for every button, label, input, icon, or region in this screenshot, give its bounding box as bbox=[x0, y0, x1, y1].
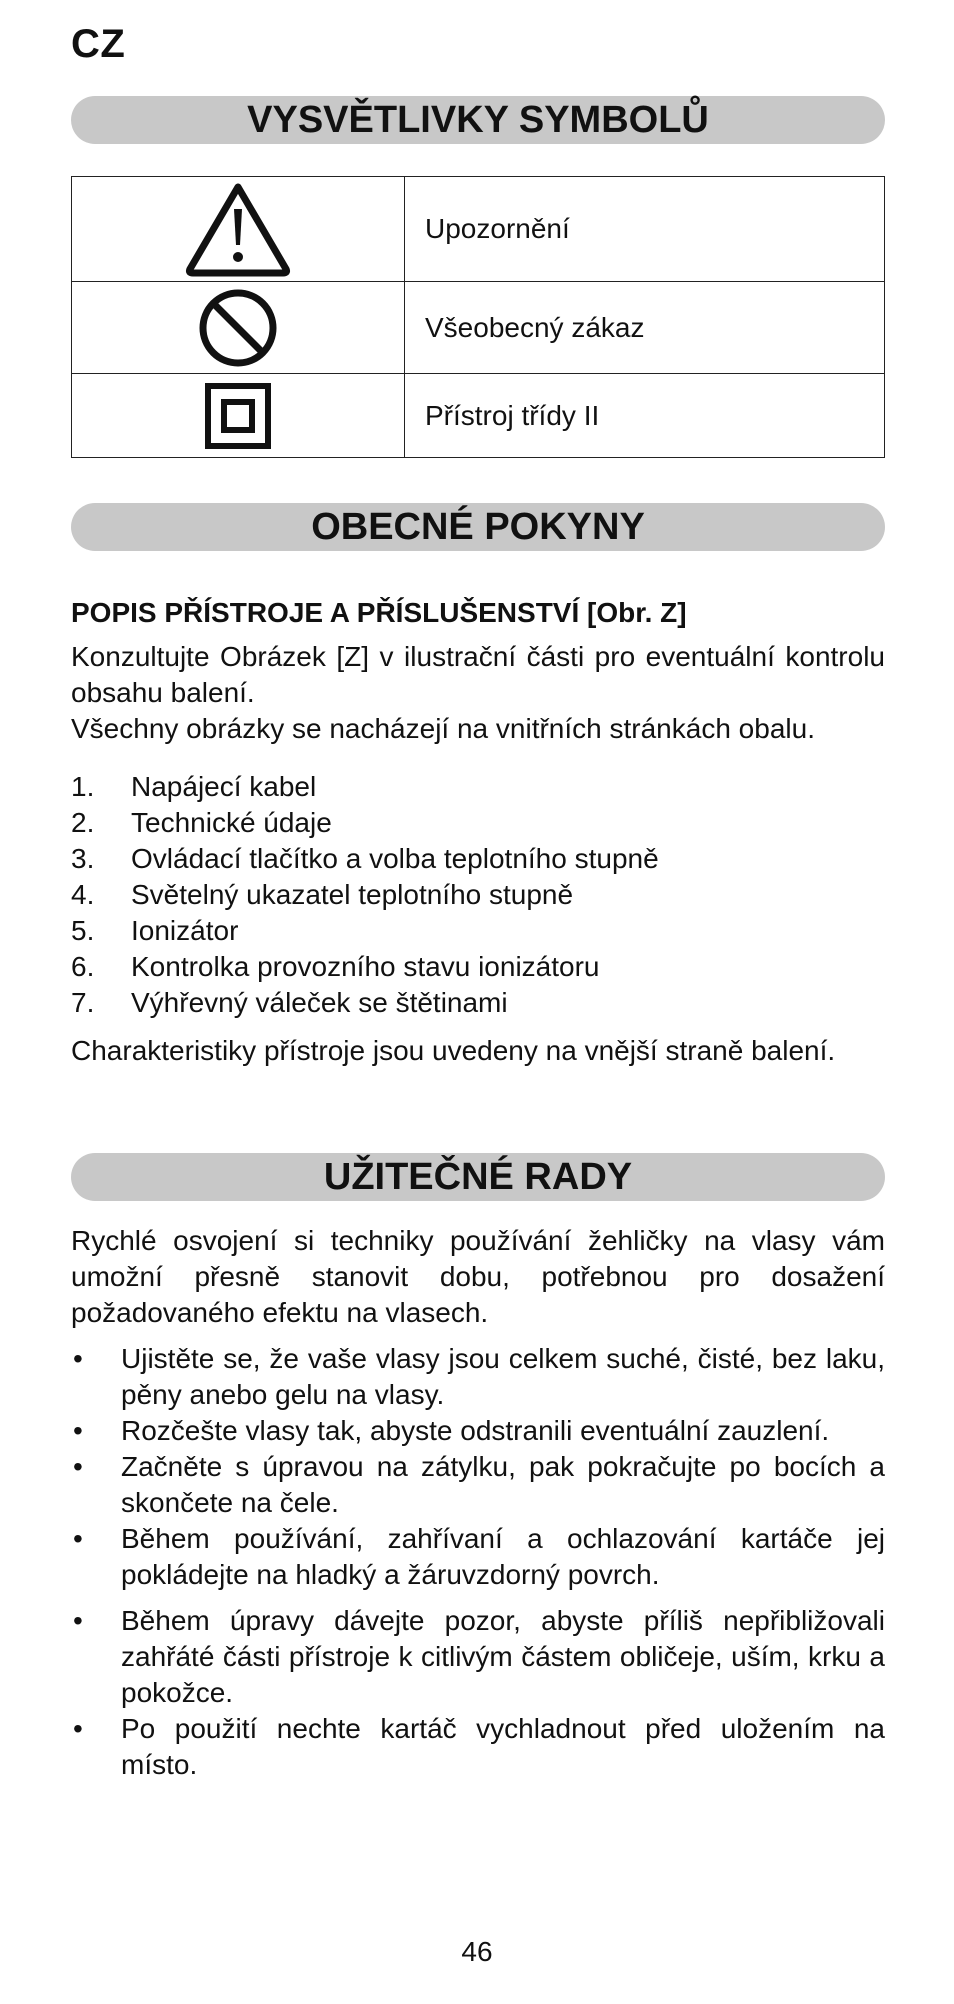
symbols-table bbox=[71, 176, 885, 458]
list-item-text: Během používání, zahřívaní a ochlazování kartáče jej pokládejte na hladký a žáruvzdorný povrch. bbox=[121, 1523, 885, 1590]
list-item-number: 4. bbox=[71, 879, 95, 910]
list-item-text: Ujistěte se, že vaše vlasy jsou celkem suché, čisté, bez laku, pěny anebo gelu na vlasy. bbox=[121, 1343, 885, 1410]
symbol-cell bbox=[72, 282, 405, 374]
tips-list bbox=[71, 1341, 885, 1783]
symbols-section-title: VYSVĚTLIVKY SYMBOLŮ bbox=[71, 96, 885, 144]
list-item-text: Rozčešte vlasy tak, abyste odstranili eventuální zauzlení. bbox=[121, 1415, 830, 1446]
symbol-label-class-ii: Přístroj třídy II bbox=[405, 374, 885, 458]
list-item-number: 6. bbox=[71, 951, 95, 982]
list-item-number: 2. bbox=[71, 807, 95, 838]
bullet: • bbox=[73, 1605, 83, 1636]
general-outro: Charakteristiky přístroje jsou uvedeny na vnější straně balení. bbox=[71, 1035, 836, 1066]
list-item bbox=[71, 769, 885, 805]
list-item-text: Začněte s úpravou na zátylku, pak pokračujte po bocích a skončete na čele. bbox=[121, 1451, 885, 1518]
list-item-text: Kontrolka provozního stavu ionizátoru bbox=[131, 951, 600, 982]
list-item bbox=[71, 1711, 885, 1783]
list-item bbox=[71, 841, 885, 877]
list-item bbox=[71, 949, 885, 985]
list-item bbox=[71, 1603, 885, 1711]
bullet: • bbox=[73, 1523, 83, 1554]
symbol-cell bbox=[72, 177, 405, 282]
general-section-title: OBECNÉ POKYNY bbox=[71, 503, 885, 551]
list-item-number: 3. bbox=[71, 843, 95, 874]
list-item bbox=[71, 1341, 885, 1413]
list-item-text: Výhřevný váleček se štětinami bbox=[131, 987, 508, 1018]
symbol-row-prohibition bbox=[72, 282, 885, 374]
tips-section-title: UŽITEČNÉ RADY bbox=[71, 1153, 885, 1201]
list-item bbox=[71, 1449, 885, 1521]
tips-intro: Rychlé osvojení si techniky používání žehličky na vlasy vám umožní přesně stanovit dobu, potřebnou pro dosažení požadovaného efektu na vlasech. bbox=[71, 1225, 885, 1328]
list-item bbox=[71, 985, 885, 1021]
list-item bbox=[71, 1521, 885, 1593]
bullet: • bbox=[73, 1415, 83, 1446]
parts-list bbox=[71, 769, 885, 1021]
page-number: 46 bbox=[461, 1936, 493, 1967]
list-item-number: 5. bbox=[71, 915, 95, 946]
tips-section-content bbox=[71, 1223, 885, 1783]
list-item bbox=[71, 805, 885, 841]
language-code: CZ bbox=[71, 22, 126, 66]
list-item-number: 7. bbox=[71, 987, 95, 1018]
bullet: • bbox=[73, 1451, 83, 1482]
list-item-text: Napájecí kabel bbox=[131, 771, 317, 802]
list-item-text: Během úpravy dávejte pozor, abyste příliš nepřibližovali zahřáté části přístroje k citlivým částem obličeje, uším, krku a pokožce. bbox=[121, 1605, 885, 1708]
list-item bbox=[71, 913, 885, 949]
warning-triangle-icon bbox=[184, 181, 292, 277]
class-ii-double-square-icon bbox=[205, 383, 271, 449]
list-item-text: Po použití nechte kartáč vychladnout před uložením na místo. bbox=[121, 1713, 885, 1780]
list-item-number: 1. bbox=[71, 771, 95, 802]
list-item bbox=[71, 1413, 885, 1449]
device-description-heading: POPIS PŘÍSTROJE A PŘÍSLUŠENSTVÍ [Obr. Z] bbox=[71, 597, 687, 628]
symbol-row-class-ii bbox=[72, 374, 885, 458]
list-item-text: Světelný ukazatel teplotního stupně bbox=[131, 879, 574, 910]
general-section-content bbox=[71, 595, 885, 1069]
symbol-row-warning bbox=[72, 177, 885, 282]
symbol-cell bbox=[72, 374, 405, 458]
list-item-text: Ionizátor bbox=[131, 915, 239, 946]
symbol-label-warning: Upozornění bbox=[405, 177, 885, 282]
list-item bbox=[71, 877, 885, 913]
bullet: • bbox=[73, 1713, 83, 1744]
general-intro-2: Všechny obrázky se nacházejí na vnitřních stránkách obalu. bbox=[71, 713, 815, 744]
prohibition-icon bbox=[198, 288, 278, 368]
general-intro-1: Konzultujte Obrázek [Z] v ilustrační části pro eventuální kontrolu obsahu balení. bbox=[71, 641, 885, 708]
list-item-text: Technické údaje bbox=[131, 807, 332, 838]
bullet: • bbox=[73, 1343, 83, 1374]
symbol-label-prohibition: Všeobecný zákaz bbox=[405, 282, 885, 374]
list-item-text: Ovládací tlačítko a volba teplotního stupně bbox=[131, 843, 659, 874]
